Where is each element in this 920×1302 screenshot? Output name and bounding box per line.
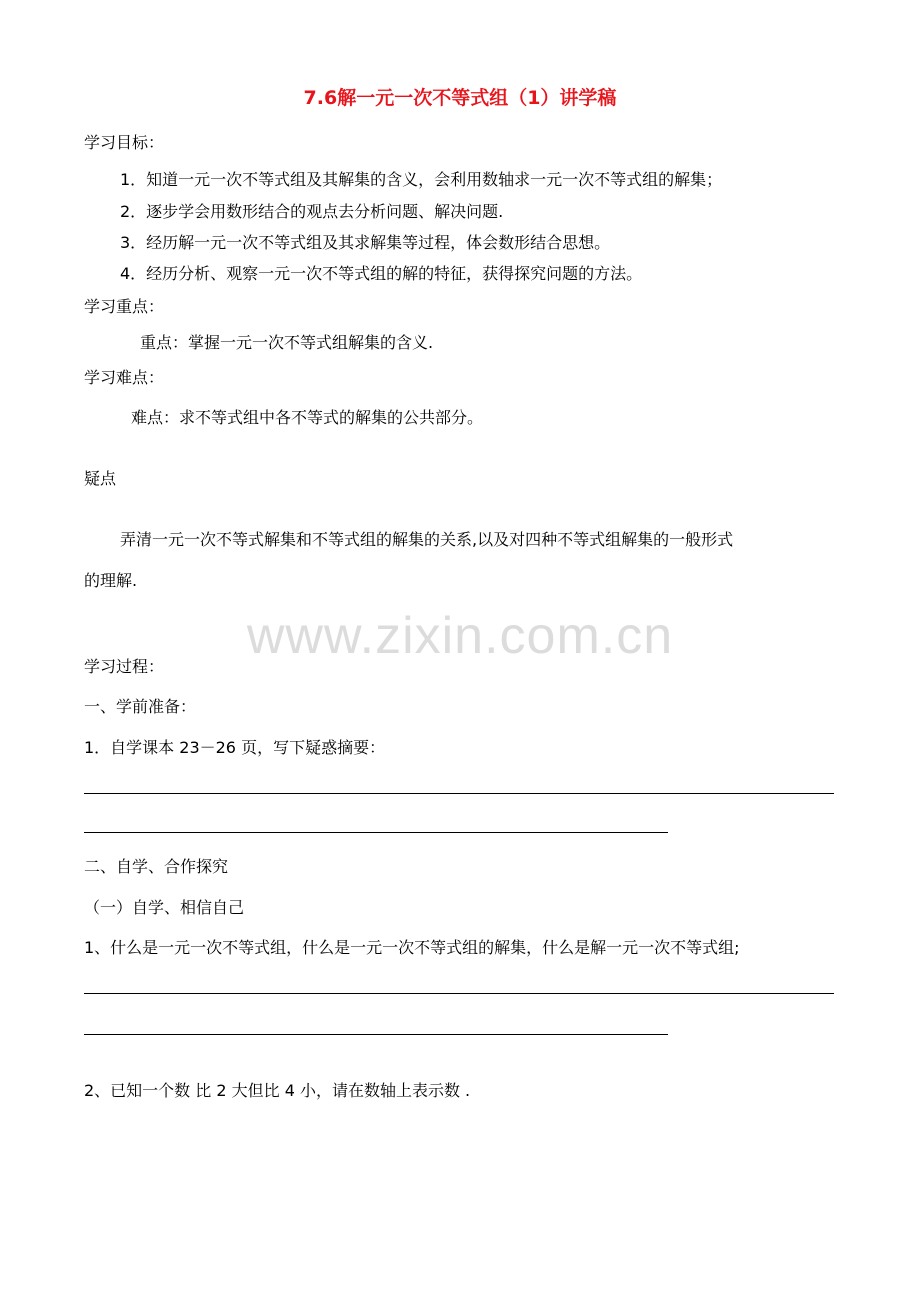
process-heading: 学习过程： — [84, 657, 165, 676]
answer-line-2 — [84, 832, 668, 833]
section-2-heading: 二、自学、合作探究 — [84, 857, 229, 876]
sub-section-1-heading: （一）自学、相信自己 — [84, 898, 245, 917]
doubt-text-line-2: 的理解. — [84, 571, 138, 590]
objectives-heading: 学习目标： — [84, 133, 165, 152]
document-title: 7.6解一元一次不等式组（1）讲学稿 — [303, 87, 617, 109]
watermark: www.zixin.com.cn — [246, 607, 674, 665]
answer-line-1 — [84, 793, 834, 794]
objective-item-4: 4．经历分析、观察一元一次不等式组的解的特征，获得探究问题的方法。 — [120, 264, 643, 283]
objective-item-2: 2．逐步学会用数形结合的观点去分析问题、解决问题. — [120, 202, 504, 221]
key-points-heading: 学习重点： — [84, 297, 165, 316]
doubt-text-line-1: 弄清一元一次不等式解集和不等式组的解集的关系,以及对四种不等式组解集的一般形式 — [120, 530, 734, 549]
key-points-text: 重点：掌握一元一次不等式组解集的含义. — [140, 333, 434, 352]
prep-heading: 一、学前准备： — [84, 697, 197, 716]
objective-item-1: 1．知道一元一次不等式组及其解集的含义，会利用数轴求一元一次不等式组的解集； — [120, 170, 723, 189]
difficulty-text: 难点：求不等式组中各不等式的解集的公共部分。 — [131, 408, 484, 427]
prep-item-1: 1．自学课本 23－26 页，写下疑惑摘要： — [84, 738, 386, 757]
answer-line-4 — [84, 1034, 668, 1035]
question-2: 2、已知一个数 比 2 大但比 4 小，请在数轴上表示数 . — [84, 1081, 471, 1100]
objective-item-3: 3．经历解一元一次不等式组及其求解集等过程，体会数形结合思想。 — [120, 233, 611, 252]
doubt-heading: 疑点 — [84, 469, 117, 488]
answer-line-3 — [84, 993, 834, 994]
question-1: 1、什么是一元一次不等式组，什么是一元一次不等式组的解集，什么是解一元一次不等式组; — [84, 938, 740, 957]
difficulty-heading: 学习难点： — [84, 368, 165, 387]
